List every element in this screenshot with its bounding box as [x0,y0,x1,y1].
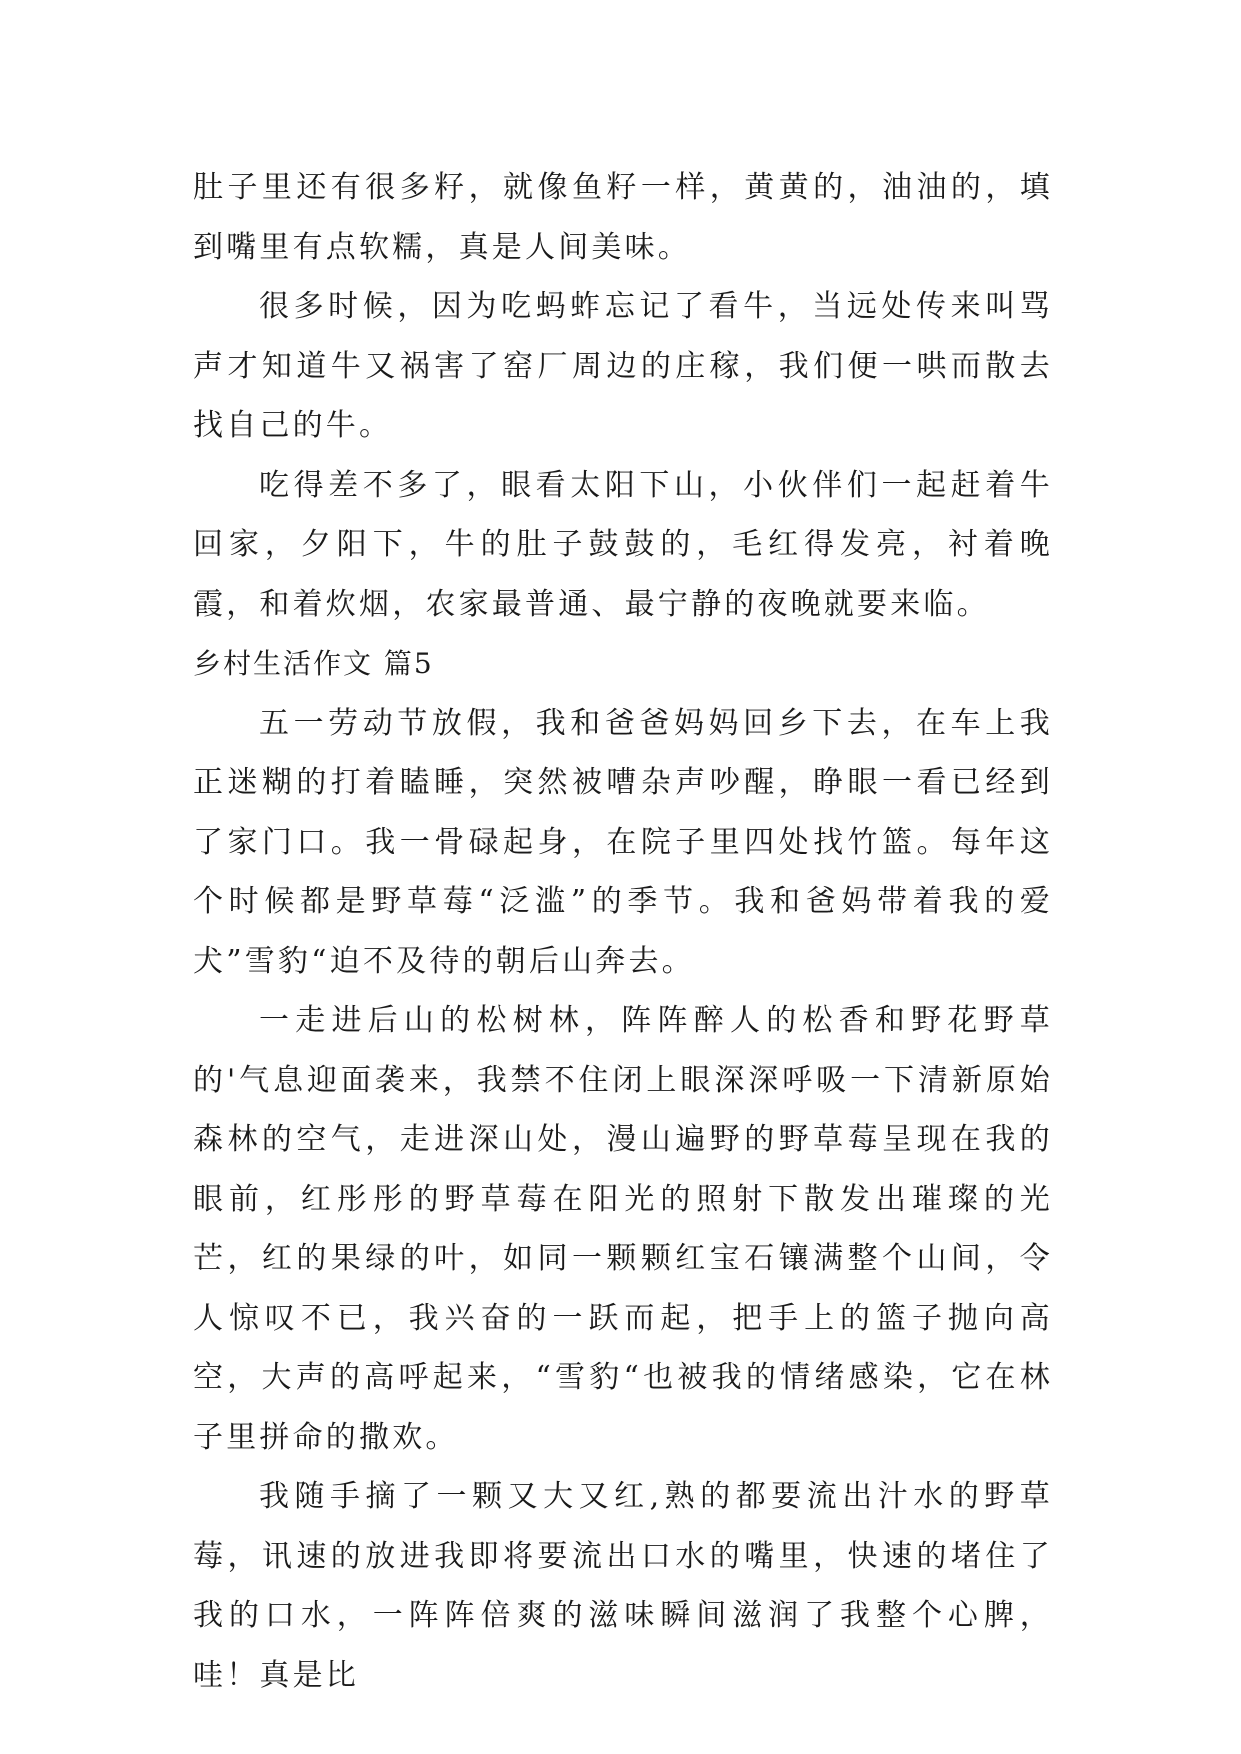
paragraph-4: 五一劳动节放假，我和爸爸妈妈回乡下去，在车上我正迷糊的打着瞌睡，突然被嘈杂声吵醒，睁眼一看已经到了家门口。我一骨碌起身，在院子里四处找竹篮。每年这个时候都是野草莓“泛滥”的季节。我和爸妈带着我的爱犬”雪豹“迫不及待的朝后山奔去。 [193,705,1053,979]
paragraph-1: 肚子里还有很多籽，就像鱼籽一样，黄黄的，油油的，填到嘴里有点软糯，真是人间美味。 [193,170,1053,265]
paragraph-6: 我随手摘了一颗又大又红,熟的都要流出汁水的野草莓，讯速的放进我即将要流出口水的嘴里，快速的堵住了我的口水，一阵阵倍爽的滋味瞬间滋润了我整个心脾，哇！真是比 [193,1479,1053,1693]
paragraph-5: 一走进后山的松树林，阵阵醉人的松香和野花野草的'气息迎面袭来，我禁不住闭上眼深深呼吸一下清新原始森林的空气，走进深山处，漫山遍野的野草莓呈现在我的眼前，红彤彤的野草莓在阳光的照射下散发出璀璨的光芒，红的果绿的叶，如同一颗颗红宝石镶满整个山间，令人惊叹不已，我兴奋的一跃而起，把手上的篮子抛向高空，大声的高呼起来，“雪豹“也被我的情绪感染，它在林子里拼命的撒欢。 [193,1003,1053,1455]
document-page [193,158,1053,1705]
section-title: 乡村生活作文 篇5 [193,647,434,680]
paragraph-3: 吃得差不多了，眼看太阳下山，小伙伴们一起赶着牛回家，夕阳下，牛的肚子鼓鼓的，毛红得发亮，衬着晚霞，和着炊烟，农家最普通、最宁静的夜晚就要来临。 [193,467,1053,622]
paragraph-2: 很多时候，因为吃蚂蚱忘记了看牛，当远处传来叫骂声才知道牛又祸害了窑厂周边的庄稼，我们便一哄而散去找自己的牛。 [193,289,1053,443]
